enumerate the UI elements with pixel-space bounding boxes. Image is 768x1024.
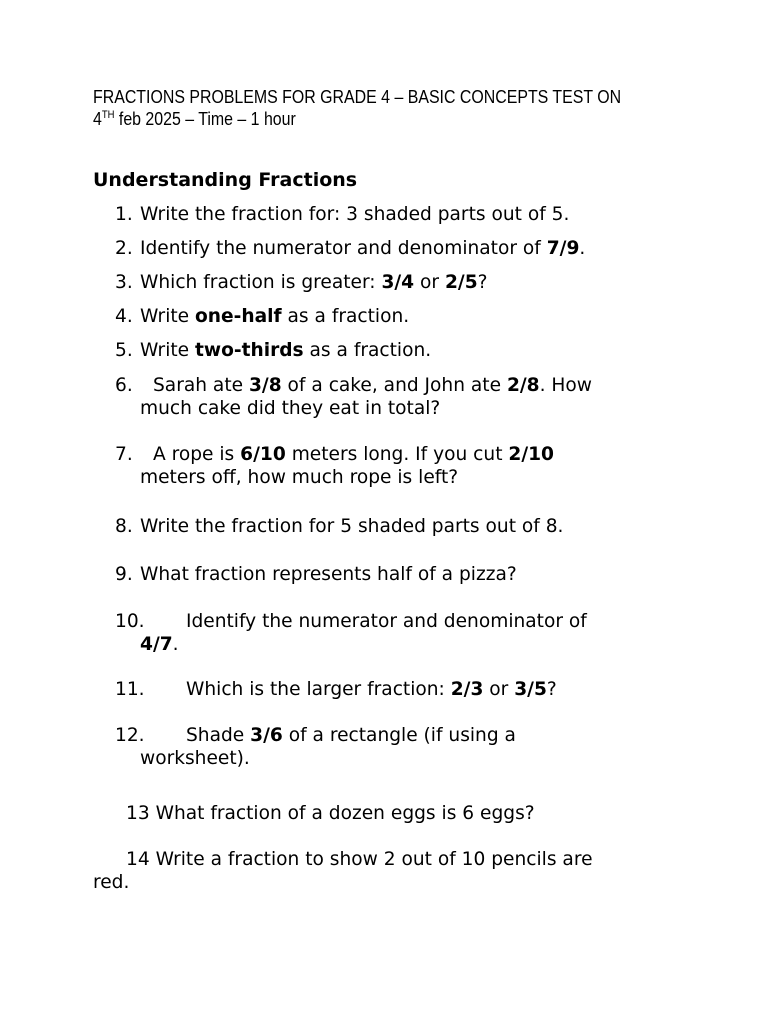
question-number: 7. <box>115 444 133 465</box>
question-14-line-1: 14 Write a fraction to show 2 out of 10 pencils are <box>126 849 593 870</box>
question-7 <box>115 443 655 489</box>
bold-fraction: 2/10 <box>508 444 554 465</box>
question-number: 1. <box>115 204 133 225</box>
question-text: Shade <box>186 725 251 746</box>
bold-fraction: 3/6 <box>250 725 283 746</box>
question-text: as a fraction. <box>303 340 432 361</box>
bold-fraction: 3/5 <box>514 679 547 700</box>
question-text: Write <box>140 306 196 327</box>
question-number: 5. <box>115 340 133 361</box>
header-line-1: FRACTIONS PROBLEMS FOR GRADE 4 – BASIC CONCEPTS TEST ON <box>93 86 622 107</box>
question-text: . <box>579 238 586 259</box>
header-line-2 <box>93 108 643 130</box>
question-text: of a cake, and John ate <box>281 375 507 396</box>
question-number: 9. <box>115 564 133 585</box>
question-number: 8. <box>115 516 133 537</box>
question-text: Sarah ate <box>153 375 249 396</box>
question-text: ? <box>477 272 488 293</box>
bold-fraction: 6/10 <box>240 444 286 465</box>
question-text: or <box>483 679 515 700</box>
question-5 <box>115 339 655 362</box>
question-14-line-2: red. <box>93 872 130 893</box>
question-number: 11. <box>115 679 145 700</box>
question-2 <box>115 237 655 260</box>
question-number: 2. <box>115 238 133 259</box>
question-text: . How <box>539 375 592 396</box>
question-1 <box>115 203 655 226</box>
question-text: Which is the larger fraction: <box>186 679 451 700</box>
bold-term: one-half <box>195 306 282 327</box>
question-4 <box>115 305 655 328</box>
question-text: Identify the numerator and denominator of <box>140 238 547 259</box>
question-number: 12. <box>115 725 145 746</box>
bold-fraction: 2/8 <box>506 375 540 396</box>
bold-fraction: 2/5 <box>444 272 478 293</box>
question-text: Write the fraction for 5 shaded parts out of 8. <box>140 516 564 537</box>
question-text: A rope is <box>153 444 241 465</box>
question-text-line-2: meters off, how much rope is left? <box>140 467 459 488</box>
question-11 <box>115 678 655 701</box>
question-text: meters long. If you cut <box>285 444 509 465</box>
question-text-line-2: much cake did they eat in total? <box>140 398 441 419</box>
date-suffix: TH <box>101 109 115 121</box>
question-text-line-2: worksheet). <box>140 748 250 769</box>
bold-term: two-thirds <box>195 340 304 361</box>
question-8 <box>115 515 655 538</box>
bold-fraction: 7/9 <box>546 238 580 259</box>
question-3 <box>115 271 655 294</box>
question-text: of a rectangle (if using a <box>282 725 516 746</box>
question-number: 6. <box>115 375 133 396</box>
question-text: What fraction represents half of a pizza? <box>140 564 517 585</box>
question-number: 4. <box>115 306 133 327</box>
question-10 <box>115 610 655 656</box>
date-rest: feb 2025 – Time – 1 hour <box>114 108 296 129</box>
section-title: Understanding Fractions <box>93 169 358 191</box>
question-text: Which fraction is greater: <box>140 272 382 293</box>
date-number: 4 <box>93 108 102 129</box>
question-9 <box>115 563 655 586</box>
question-text: Identify the numerator and denominator of <box>186 611 587 632</box>
bold-fraction: 4/7 <box>140 634 173 655</box>
test-header <box>93 86 643 130</box>
question-text: Write the fraction for: 3 shaded parts out of 5. <box>140 204 570 225</box>
question-text: or <box>414 272 445 293</box>
question-number: 10. <box>115 611 145 632</box>
question-14 <box>93 848 673 894</box>
question-12 <box>115 724 655 770</box>
bold-fraction: 2/3 <box>450 679 484 700</box>
question-text: . <box>172 634 179 655</box>
bold-fraction: 3/8 <box>248 375 282 396</box>
question-6 <box>115 374 655 420</box>
question-text: as a fraction. <box>281 306 410 327</box>
question-13: 13 What fraction of a dozen eggs is 6 eggs? <box>126 803 535 824</box>
bold-fraction: 3/4 <box>381 272 415 293</box>
question-text: ? <box>546 679 557 700</box>
question-text-line-2 <box>115 633 655 656</box>
question-number: 3. <box>115 272 133 293</box>
question-text: Write <box>140 340 196 361</box>
